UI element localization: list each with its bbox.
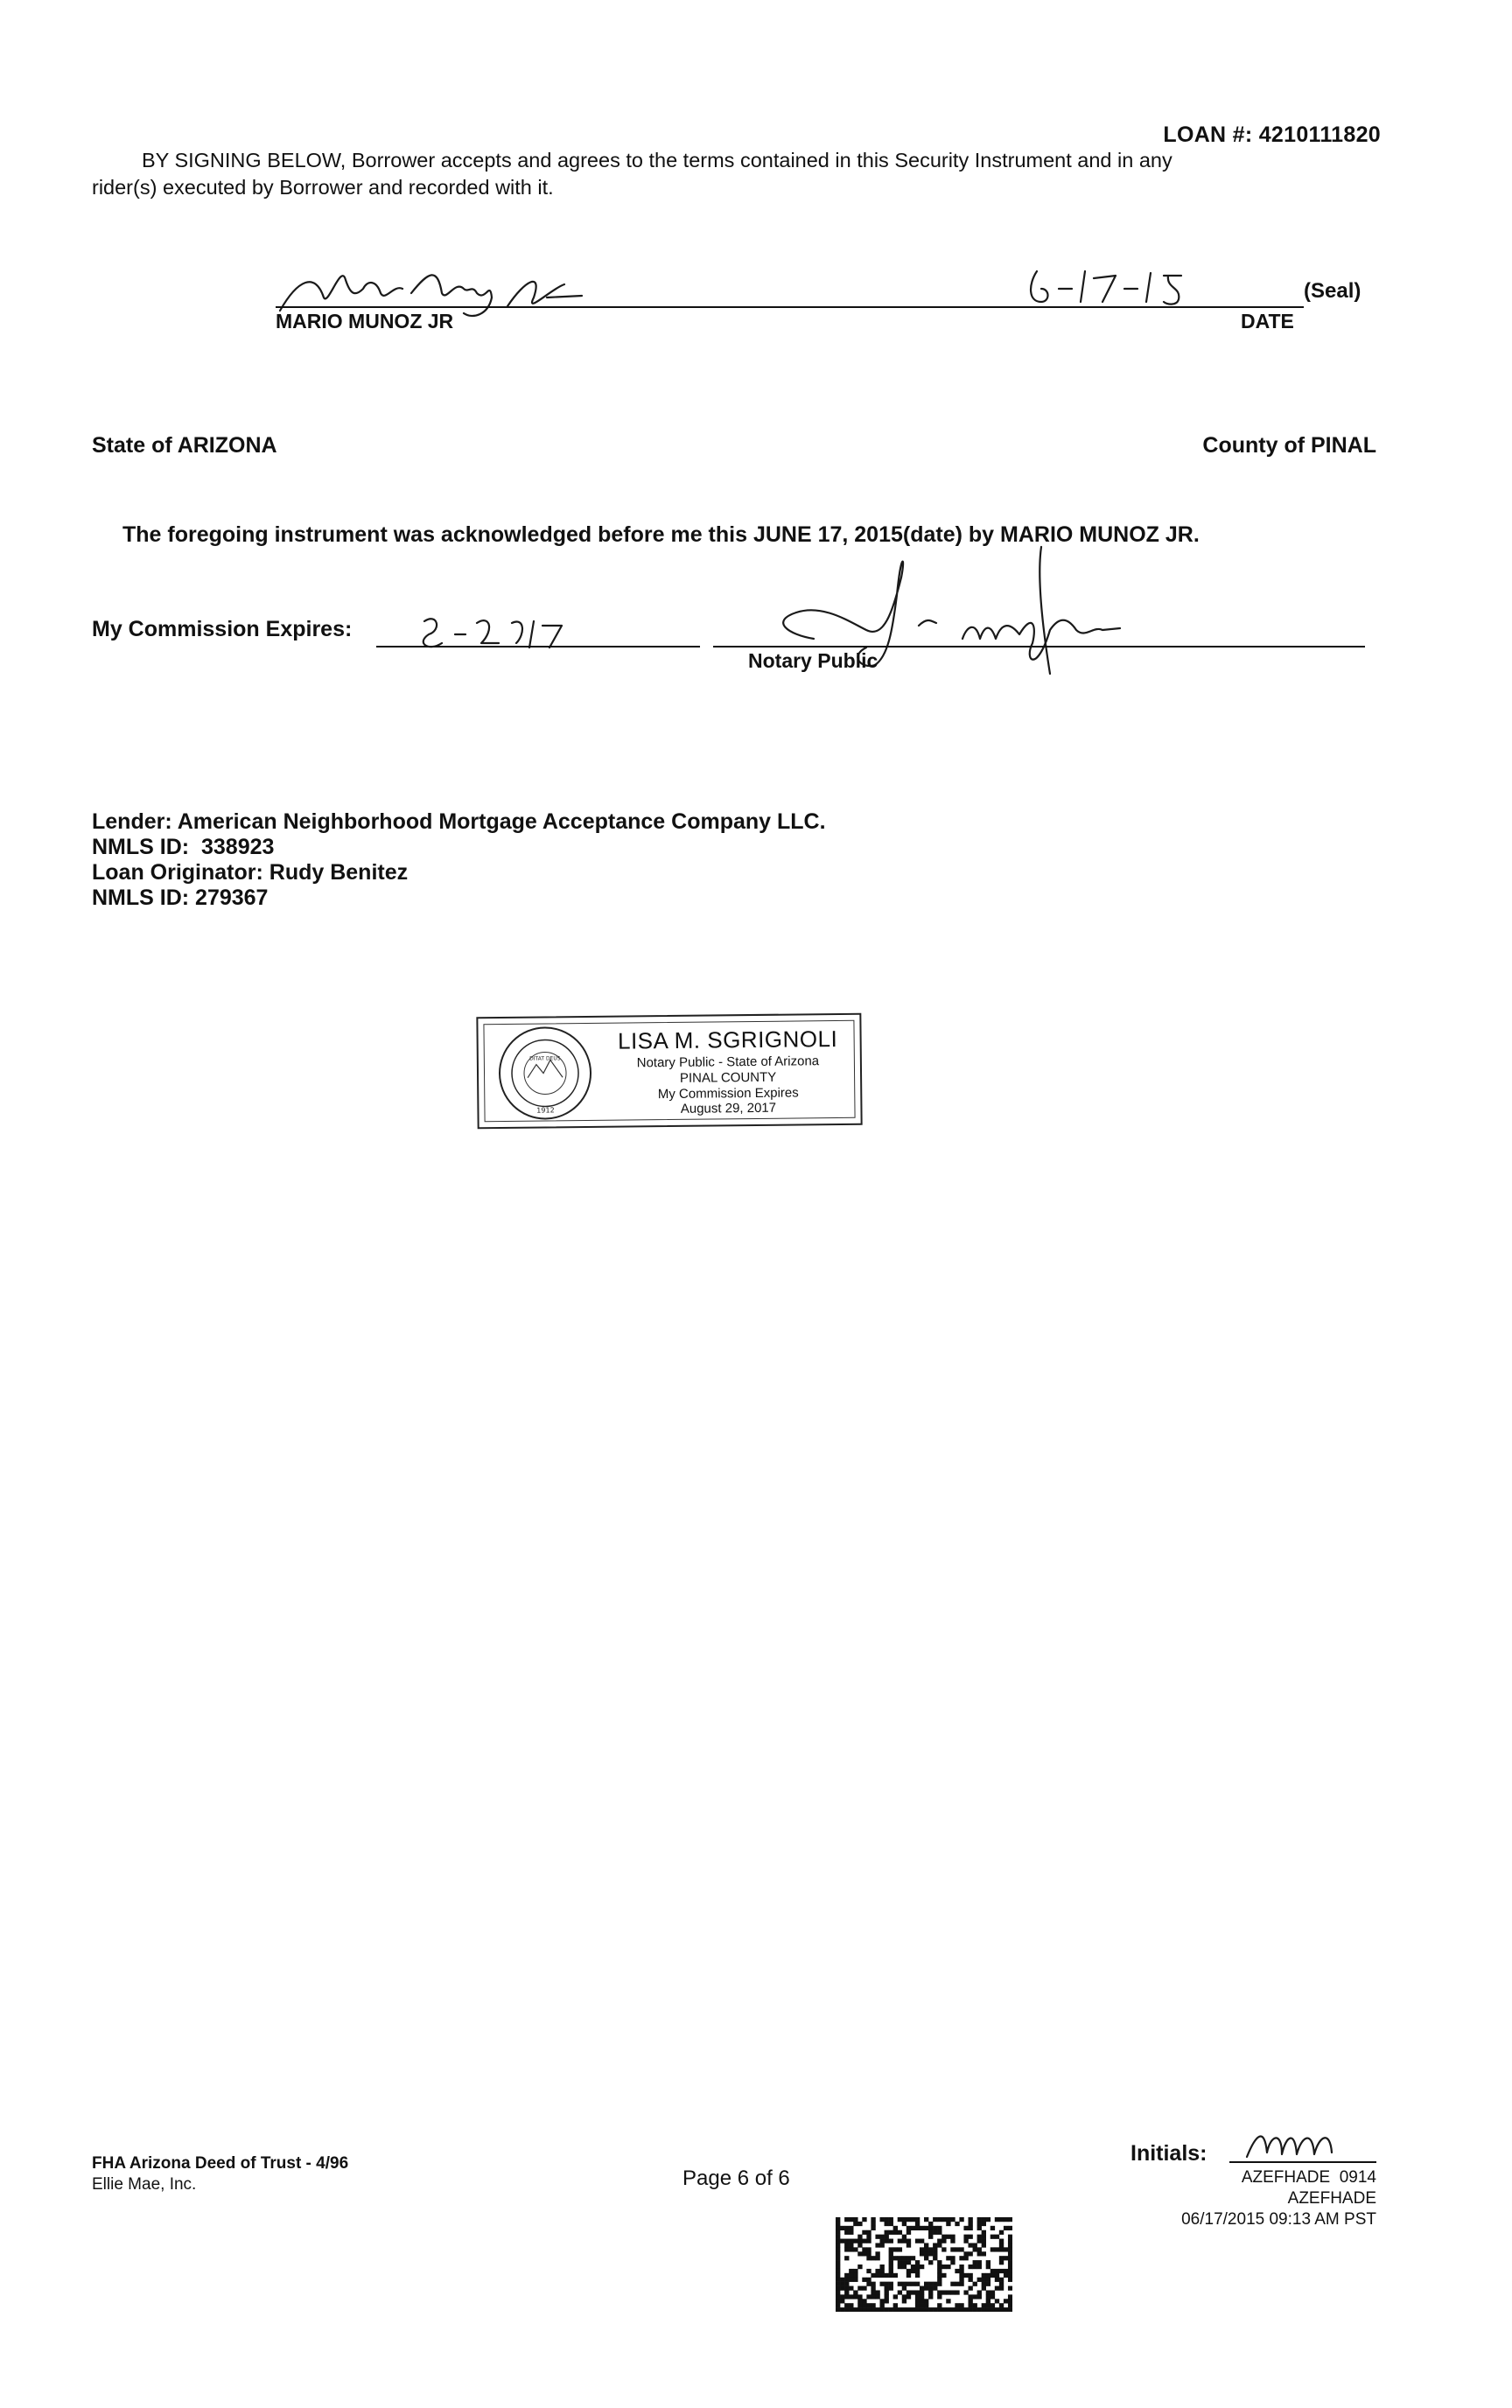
- initials-label: Initials:: [1130, 2141, 1208, 2166]
- notary-line: [713, 646, 1365, 648]
- borrower-signature-line: [276, 306, 1304, 308]
- lender-nmls: NMLS ID: 338923: [92, 835, 275, 859]
- vendor-name: Ellie Mae, Inc.: [92, 2175, 197, 2194]
- seal-year: 1912: [536, 1106, 555, 1115]
- loan-number: LOAN #: 4210111820: [1163, 122, 1381, 147]
- county-label: County of PINAL: [1202, 433, 1376, 458]
- state-label: State of ARIZONA: [92, 433, 277, 458]
- initials-line: [1229, 2161, 1376, 2163]
- commission-expiry-handwritten: [411, 604, 569, 656]
- stamp-name: LISA M. SGRIGNOLI: [617, 1025, 838, 1054]
- state-seal-icon: [492, 1025, 598, 1122]
- date-label: DATE: [1241, 310, 1294, 332]
- stamp-line-4: August 29, 2017: [680, 1100, 777, 1116]
- seal-motto: DITAT DEUS: [529, 1055, 561, 1062]
- notary-stamp: [476, 1013, 862, 1130]
- timestamp: 06/17/2015 09:13 AM PST: [1181, 2210, 1376, 2229]
- loan-originator: Loan Originator: Rudy Benitez: [92, 860, 409, 885]
- originator-nmls: NMLS ID: 279367: [92, 886, 269, 910]
- lender-name: Lender: American Neighborhood Mortgage Acceptance Company LLC.: [92, 809, 826, 834]
- seal-label: (Seal): [1304, 279, 1362, 303]
- commission-line: [376, 646, 700, 648]
- notary-public-label: Notary Public: [748, 649, 878, 672]
- form-code-2: AZEFHADE: [1287, 2189, 1376, 2208]
- intro-line-2: rider(s) executed by Borrower and recorded with it.: [92, 176, 554, 199]
- acknowledgment-text: The foregoing instrument was acknowledged before me this JUNE 17, 2015(date) by MARIO MUNOZ JR.: [122, 522, 1200, 547]
- stamp-line-2: PINAL COUNTY: [679, 1069, 777, 1086]
- stamp-line-1: Notary Public - State of Arizona: [636, 1054, 820, 1071]
- form-name: FHA Arizona Deed of Trust - 4/96: [92, 2154, 349, 2173]
- page-number: Page 6 of 6: [682, 2166, 790, 2190]
- barcode-icon: [836, 2217, 1012, 2312]
- stamp-line-3: My Commission Expires: [657, 1085, 799, 1102]
- borrower-name: MARIO MUNOZ JR: [276, 310, 454, 332]
- intro-line-1: BY SIGNING BELOW, Borrower accepts and agrees to the terms contained in this Security Instrument and in any: [142, 149, 1172, 172]
- commission-label: My Commission Expires:: [92, 617, 353, 641]
- form-code: AZEFHADE 0914: [1241, 2168, 1376, 2187]
